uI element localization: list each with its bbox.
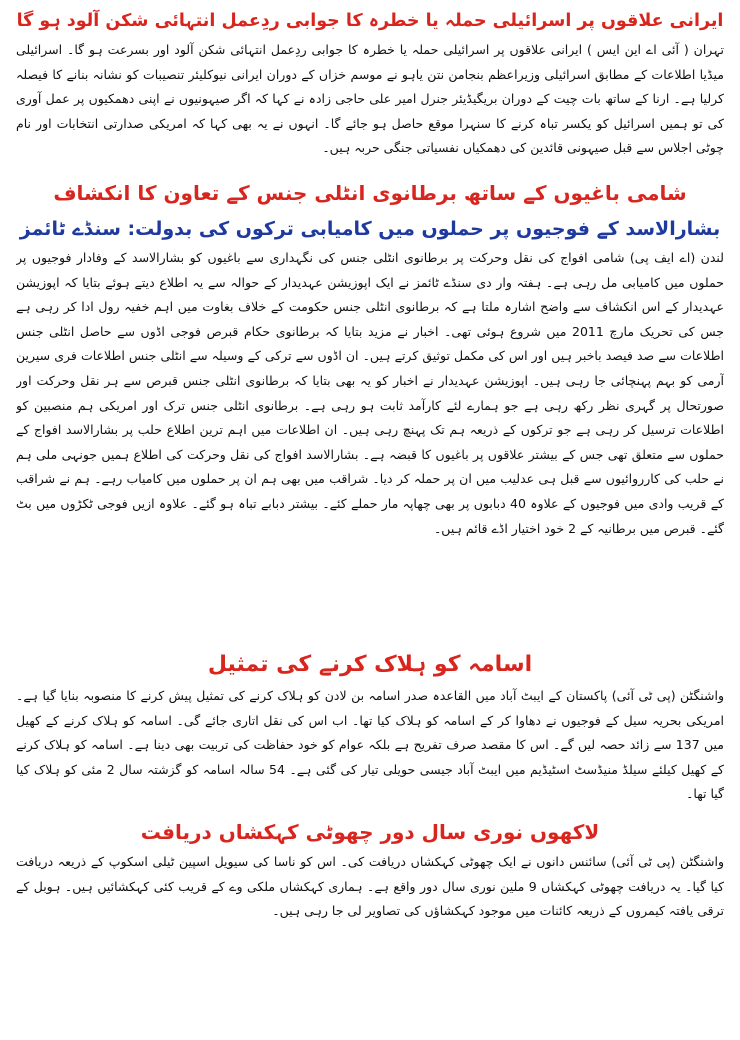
syria-article-subheadline: بشارالاسد کے فوجیوں پر حملوں میں کامیابی ترکوں کی بدولت: سنڈے ٹائمز — [19, 218, 721, 240]
syria-article-body: لندن (اے ایف پی) شامی افواج کی نقل وحرکت پر برطانوی انٹلی جنس کی نگہداری سے باغیوں کو بشارالاسد کے وفادار فوجیوں پر حملوں میں کامیابی مل رہی ہے۔ ہفتہ وار دی سنڈے ٹائمز نے ایک اپوزیشن عہدیدار کے حوالہ سے یہ اطلاع دیتے ہوئے بتایا کہ اپوزیشن عہدیدار کے اس انکشاف سے واضح اشارہ ملتا ہے کہ برطانوی انٹلی جنس حکومت کے خلاف بغاوت میں اہم خفیہ رول ادا کر رہی ہے جس کی تحریک مارچ 2011 میں شروع ہوئی تھی۔ اخبار نے مزید بتایا کہ برطانوی حکام قبرص فوجی اڈوں سے حاصل انٹلی جنس اطلاعات سے صد فیصد باخبر ہیں اور اس کی مکمل توثیق کرتے ہیں۔ ان اڈوں سے ترکی کے وسیلہ سے انٹلی جنس اطلاعات فری سیرین آرمی کو بہم پہنچائی جا رہی ہیں۔ اپوزیشن عہدیدار نے اخبار کو یہ بھی بتایا کہ برطانوی انٹلی جنس قبرص سے ہر نقل وحرکت اور صورتحال پر گہری نظر رکھ رہی ہے جو ہمارے لئے کارآمد ثابت ہو رہی ہے۔ برطانوی انٹلی جنس ترک اور امریکی ہم منصبین کو اطلاعات ترسیل کر رہی ہے جو ترکوں کے ذریعہ ہم تک پہنچ رہی ہیں۔ ان اطلاعات میں اہم ترین اطلاع حلب پر بشارالاسد افواج کے حملوں سے متعلق تھی جس کے بیشتر علاقوں پر باغیوں کا قبضہ ہے۔ بشارالاسد افواج کی نقل وحرکت کی اطلاع ہمیں جونہی ملی ہم نے حلب کی کارروائیوں سے قبل ہی عدلیب میں ان پر حملہ کر دیا۔ شراقب میں بھی ہم ان پر حملوں میں کامیاب رہے۔ ہم نے شراقب کے قریب وادی میں فوجیوں کے علاوہ 40 دبابوں پر بھی چھاپہ مار حملے کئے۔ بیشتر دبابے تباہ ہو گئے۔ علاوہ ازیں فوجی ٹکڑوں میں بٹ گئے۔ قبرص میں برطانیہ کے 2 خود اختیار اڈے قائم ہیں۔ — [16, 250, 724, 536]
galaxy-article-body: واشنگٹن (پی ٹی آئی) سائنس دانوں نے ایک چھوٹی کہکشاں دریافت کی۔ اس کو ناسا کی سیویل اسپین ٹیلی اسکوپ کے ذریعہ دریافت کیا گیا۔ یہ دریافت چھوٹی کہکشاں 9 ملین نوری سال دور واقع ہے۔ ہماری کہکشاں ملکی وے کے قریب کئی کہکشائیں ہیں۔ ہوبل کے ترقی یافتہ کیمروں کے ذریعہ کائنات میں موجود کہکشاؤں کی تصاویر لی جا رہی ہیں۔ — [16, 854, 724, 919]
syria-article-headline: شامی باغیوں کے ساتھ برطانوی انٹلی جنس کے تعاون کا انکشاف — [53, 181, 687, 205]
osama-article-body: واشنگٹن (پی ٹی آئی) پاکستان کے ایبٹ آباد میں القاعدہ صدر اسامہ بن لادن کو ہلاک کرنے کی تمثیل پیش کرنے کا منصوبہ بنایا گیا ہے۔ امریکی بحریہ سیل کے فوجیوں نے دھاوا کر کے اسامہ کو ہلاک کیا تھا۔ اب اس کی نقل اتاری جائے گی۔ اسامہ کو ہلاک کرنے کے کھیل میں 137 سے زائد حصہ لیں گے۔ اس کا مقصد صرف تفریح ہے بلکہ عوام کو خود حفاظت کی تربیت بھی دینا ہے۔ اسامہ کو ہلاک کرنے کے کھیل کیلئے سیلڈ منیڈسٹ اسٹیڈیم میں ایبٹ آباد جیسی حویلی تیار کی گئی ہے۔ 54 سالہ اسامہ کو گزشتہ سال 2 مئی کو ہلاک کیا گیا تھا۔ — [16, 688, 724, 802]
galaxy-article-headline: لاکھوں نوری سال دور چھوٹی کہکشاں دریافت — [140, 820, 600, 844]
iran-article-body: تہران ( آئی اے این ایس ) ایرانی علاقوں پر اسرائیلی حملہ یا خطرہ کا جوابی ردِعمل انتہائی شکن آلود اور بسرعت ہو گا۔ اسرائیلی میڈیا اطلاعات کے مطابق اسرائیلی وزیراعظم بنجامن نتن یاہو نے موسم خزاں کے دوران ایرانی نیوکلیئر تنصیبات کو نشانہ بنانے کا فیصلہ کرلیا ہے۔ ارنا کے ساتھ بات چیت کے دوران بریگیڈیئر جنرل امیر علی حاجی زادہ نے کہا کہ اگر صیہونیوں نے اپنی دھمکیوں پر عمل آوری کی تو ہمیں اسرائیل کو یکسر تباہ کرنے کا سنہرا موقع حاصل ہو جائے گا۔ انہوں نے یہ بھی کہا کہ امریکی صدارتی انتخابات اور نام چوٹی اجلاس سے قبل صیہونی قائدین کی دھمکیاں نفسیاتی جنگی حربہ ہیں۔ — [16, 42, 724, 156]
osama-article-headline: اسامہ کو ہلاک کرنے کی تمثیل — [207, 652, 533, 677]
iran-article-headline: ایرانی علاقوں پر اسرائیلی حملہ یا خطرہ کا جوابی ردِعمل انتہائی شکن آلود ہو گا — [16, 11, 724, 31]
